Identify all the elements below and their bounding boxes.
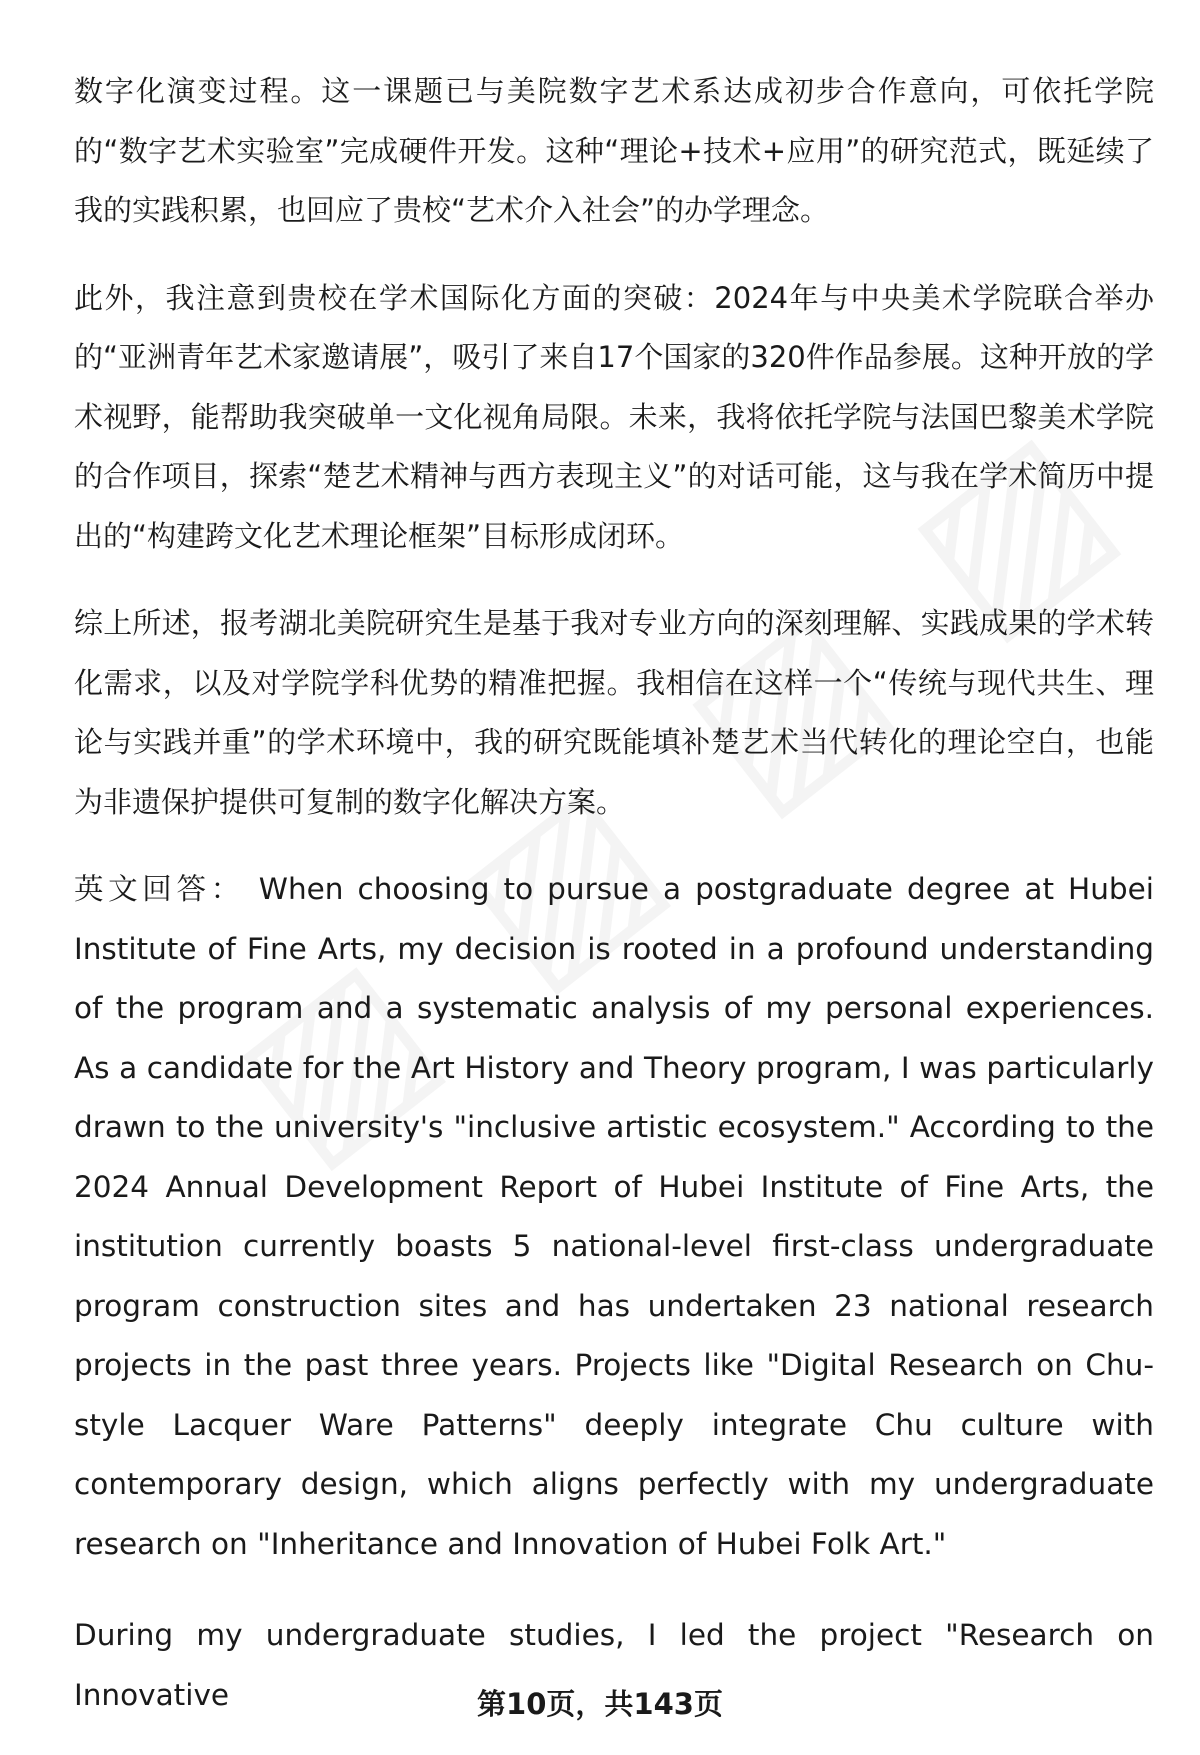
paragraph-internationalization: 此外，我注意到贵校在学术国际化方面的突破：2024年与中央美术学院联合举办的“亚洲青年艺术家邀请展”，吸引了来自17个国家的320件作品参展。这种开放的学术视野，能帮助我突破单一文化视角局限。未来，我将依托学院与法国巴黎美术学院的合作项目，探索“楚艺术精神与西方表现主义”的对话可能，这与我在学术简历中提出的“构建跨文化艺术理论框架”目标形成闭环。 [74,280,1154,553]
paragraph-summary: 综上所述，报考湖北美院研究生是基于我对专业方向的深刻理解、实践成果的学术转化需求，以及对学院学科优势的精准把握。我相信在这样一个“传统与现代共生、理论与实践并重”的学术环境中，我的研究既能填补楚艺术当代转化的理论空白，也能为非遗保护提供可复制的数字化解决方案。 [74,606,1154,819]
document-body [74,62,1154,1725]
page-number-footer: 第10页，共143页 [477,1687,723,1721]
paragraph-digital-art-lab: 数字化演变过程。这一课题已与美院数字艺术系达成初步合作意向，可依托学院的“数字艺术实验室”完成硬件开发。这种“理论+技术+应用”的研究范式，既延续了我的实践积累，也回应了贵校“艺术介入社会”的办学理念。 [74,74,1154,227]
paragraph-english-answer: 英文回答： When choosing to pursue a postgraduate degree at Hubei Institute of Fine Arts, my decision is rooted in a profound understanding of the program and a systematic analysis of my personal experiences. As a candidate for the Art History and Theory program, I was particularly drawn to the university's "inclusive artistic ecosystem." According to the 2024 Annual Development Report of Hubei Institute of Fine Arts, the institution currently boasts 5 national-level first-class undergraduate program construction sites and has undertaken 23 national research projects in the past three years. Projects like "Digital Research on Chu-style Lacquer Ware Patterns" deeply integrate Chu culture with contemporary design, which aligns perfectly with my undergraduate research on "Inheritance and Innovation of Hubei Folk Art." [74,872,1154,1561]
paragraph-undergraduate-project: During my undergraduate studies, I led the project "Research on Innovative [74,1618,1154,1712]
